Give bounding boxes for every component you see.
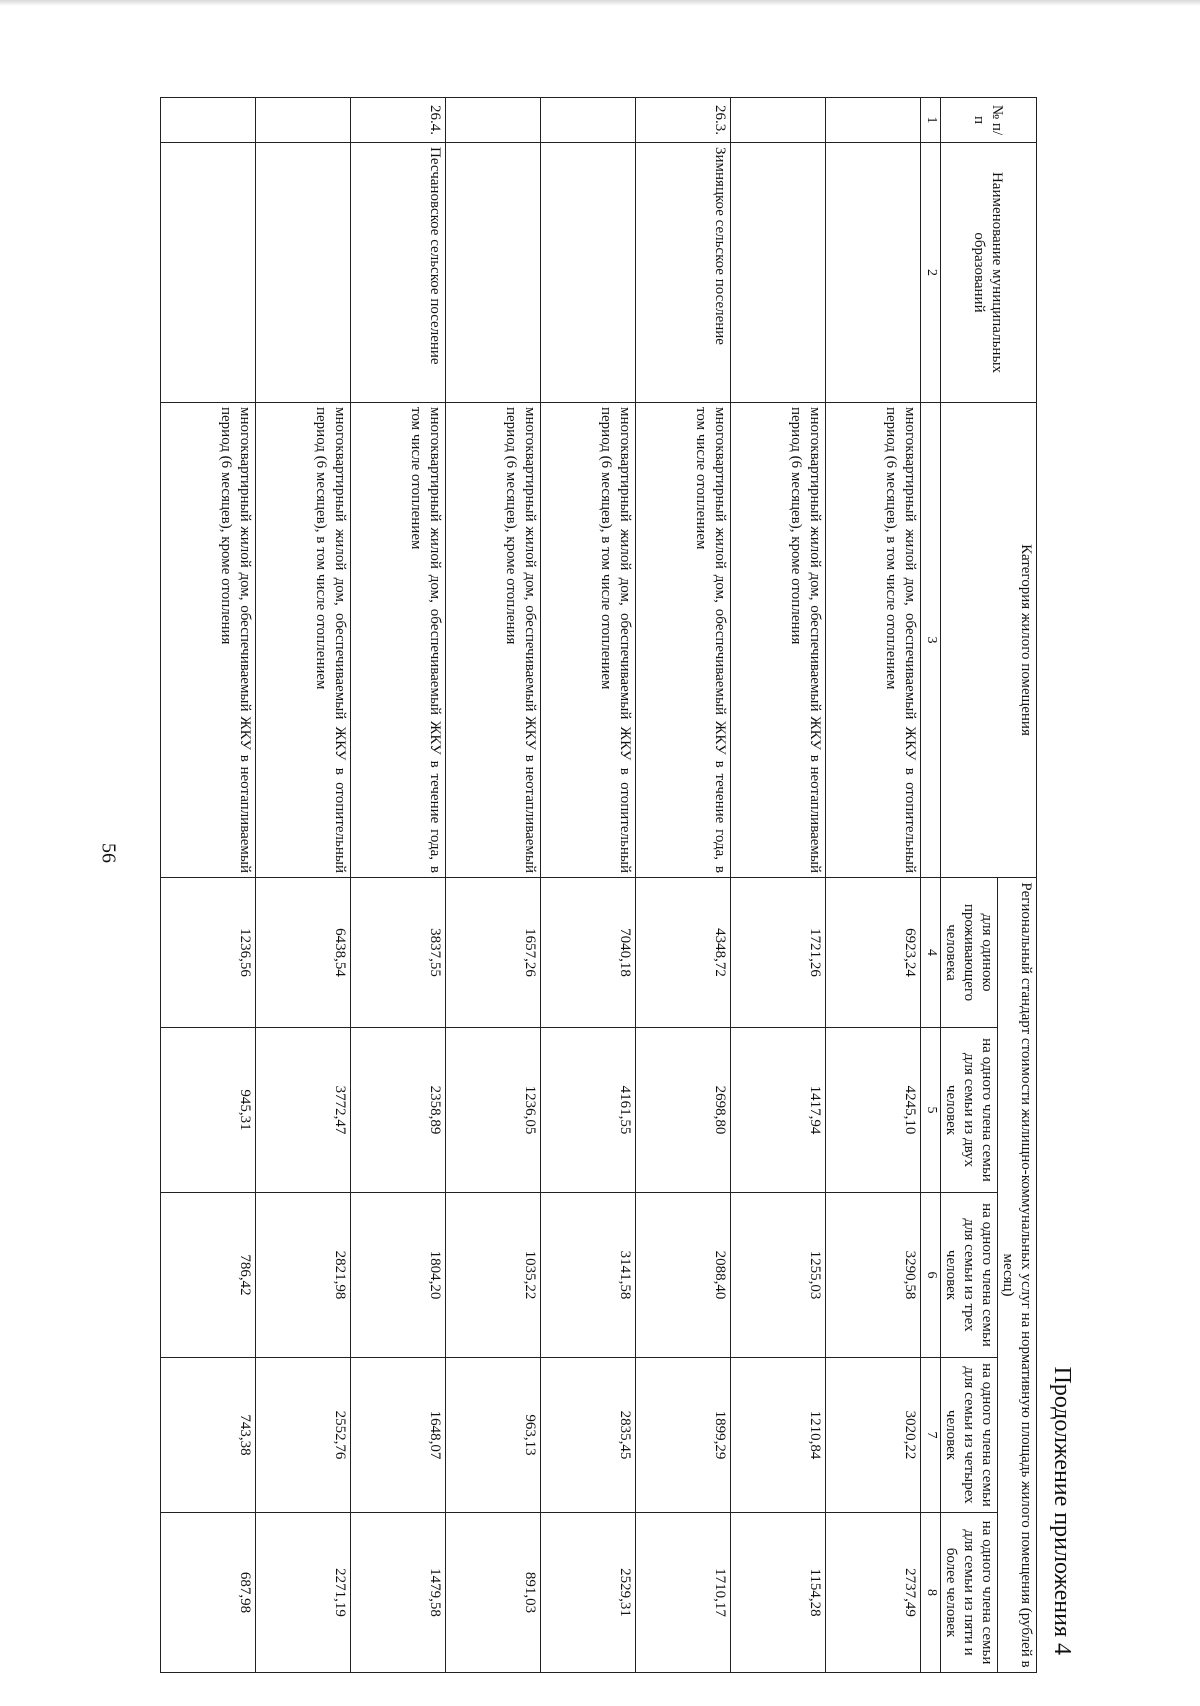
col-number: 3 bbox=[921, 403, 941, 878]
scan-edge bbox=[0, 0, 1200, 6]
value-single: 4348,72 bbox=[636, 878, 731, 1028]
municipality-name: Песчановское сельское поселение bbox=[351, 143, 446, 403]
value-two: 1417,94 bbox=[731, 1028, 826, 1193]
header-num: № п/п bbox=[941, 98, 1037, 143]
value-four: 743,38 bbox=[161, 1358, 256, 1513]
value-two: 2698,80 bbox=[636, 1028, 731, 1193]
category-text: многоквартирный жилой дом, обеспечиваемый ЖКУ в течение года, в том числе отоплением bbox=[636, 403, 731, 878]
table-row bbox=[826, 98, 921, 1673]
col-number: 7 bbox=[921, 1358, 941, 1513]
value-three: 1804,20 bbox=[351, 1193, 446, 1358]
table-row bbox=[351, 98, 446, 1673]
category-text: многоквартирный жилой дом, обеспечиваемый ЖКУ в отопительный период (6 месяцев), в том числе отоплением bbox=[256, 403, 351, 878]
value-three: 2821,98 bbox=[256, 1193, 351, 1358]
value-five: 1710,17 bbox=[636, 1513, 731, 1673]
category-text: многоквартирный жилой дом, обеспечиваемый ЖКУ в неотапливаемый период (6 месяцев), кроме отопления bbox=[731, 403, 826, 878]
municipality-name bbox=[541, 143, 636, 403]
value-two: 4161,55 bbox=[541, 1028, 636, 1193]
value-four: 1899,29 bbox=[636, 1358, 731, 1513]
value-three: 1035,22 bbox=[446, 1193, 541, 1358]
row-number bbox=[826, 98, 921, 143]
value-four: 2552,76 bbox=[256, 1358, 351, 1513]
col-number: 8 bbox=[921, 1513, 941, 1673]
appendix-title: Продолжение приложения 4 bbox=[1049, 1366, 1075, 1655]
value-four: 1210,84 bbox=[731, 1358, 826, 1513]
municipality-name bbox=[731, 143, 826, 403]
value-two: 4245,10 bbox=[826, 1028, 921, 1193]
value-four: 1648,07 bbox=[351, 1358, 446, 1513]
col-number: 1 bbox=[921, 98, 941, 143]
value-two: 3772,47 bbox=[256, 1028, 351, 1193]
value-single: 3837,55 bbox=[351, 878, 446, 1028]
col-number: 2 bbox=[921, 143, 941, 403]
row-number: 26.4. bbox=[351, 98, 446, 143]
value-five: 1154,28 bbox=[731, 1513, 826, 1673]
value-single: 7040,18 bbox=[541, 878, 636, 1028]
column-number-row bbox=[921, 98, 941, 1673]
header-col5: на одного члена семьи для семьи из двух человек bbox=[941, 1028, 998, 1193]
row-number bbox=[446, 98, 541, 143]
value-five: 2737,49 bbox=[826, 1513, 921, 1673]
value-five: 2271,19 bbox=[256, 1513, 351, 1673]
value-three: 3290,58 bbox=[826, 1193, 921, 1358]
table-row bbox=[636, 98, 731, 1673]
value-five: 2529,31 bbox=[541, 1513, 636, 1673]
municipality-name: Зимняцкое сельское поселение bbox=[636, 143, 731, 403]
value-single: 1236,56 bbox=[161, 878, 256, 1028]
row-number bbox=[256, 98, 351, 143]
category-text: многоквартирный жилой дом, обеспечиваемый ЖКУ в отопительный период (6 месяцев), в том числе отоплением bbox=[826, 403, 921, 878]
table-row bbox=[541, 98, 636, 1673]
col-number: 4 bbox=[921, 878, 941, 1028]
header-group: Региональный стандарт стоимости жилищно-коммунальных услуг на нормативную площадь жилого помещения (рублей в месяц) bbox=[998, 878, 1037, 1673]
value-single: 6438,54 bbox=[256, 878, 351, 1028]
category-text: многоквартирный жилой дом, обеспечиваемый ЖКУ в течение года, в том числе отоплением bbox=[351, 403, 446, 878]
header-col8: на одного члена семьи для семьи из пяти и более человек bbox=[941, 1513, 998, 1673]
value-four: 963,13 bbox=[446, 1358, 541, 1513]
category-text: многоквартирный жилой дом, обеспечиваемый ЖКУ в отопительный период (6 месяцев), в том числе отоплением bbox=[541, 403, 636, 878]
value-four: 2835,45 bbox=[541, 1358, 636, 1513]
header-municipality: Наименование муниципальных образований bbox=[941, 143, 1037, 403]
header-category: Категория жилого помещения bbox=[941, 403, 1037, 878]
table-row bbox=[446, 98, 541, 1673]
value-four: 3020,22 bbox=[826, 1358, 921, 1513]
municipality-name bbox=[256, 143, 351, 403]
value-five: 891,03 bbox=[446, 1513, 541, 1673]
col-number: 5 bbox=[921, 1028, 941, 1193]
value-single: 6923,24 bbox=[826, 878, 921, 1028]
tariff-table bbox=[160, 97, 1037, 1673]
rotated-page-content bbox=[130, 85, 1075, 1685]
row-number bbox=[731, 98, 826, 143]
header-row-1 bbox=[998, 98, 1037, 1673]
row-number bbox=[161, 98, 256, 143]
table-row bbox=[256, 98, 351, 1673]
table-row bbox=[161, 98, 256, 1673]
header-col6: на одного члена семьи для семьи из трех человек bbox=[941, 1193, 998, 1358]
page-number: 56 bbox=[97, 843, 120, 863]
municipality-name bbox=[446, 143, 541, 403]
header-col7: на одного члена семьи для семьи из четырех человек bbox=[941, 1358, 998, 1513]
value-two: 945,31 bbox=[161, 1028, 256, 1193]
value-three: 786,42 bbox=[161, 1193, 256, 1358]
value-five: 687,98 bbox=[161, 1513, 256, 1673]
value-five: 1479,58 bbox=[351, 1513, 446, 1673]
municipality-name bbox=[161, 143, 256, 403]
value-single: 1721,26 bbox=[731, 878, 826, 1028]
category-text: многоквартирный жилой дом, обеспечиваемый ЖКУ в неотапливаемый период (6 месяцев), кроме отопления bbox=[446, 403, 541, 878]
row-number bbox=[541, 98, 636, 143]
value-single: 1657,26 bbox=[446, 878, 541, 1028]
value-three: 2088,40 bbox=[636, 1193, 731, 1358]
value-two: 2358,89 bbox=[351, 1028, 446, 1193]
row-number: 26.3. bbox=[636, 98, 731, 143]
value-three: 1255,03 bbox=[731, 1193, 826, 1358]
category-text: многоквартирный жилой дом, обеспечиваемый ЖКУ в неотапливаемый период (6 месяцев), кроме отопления bbox=[161, 403, 256, 878]
value-two: 1236,05 bbox=[446, 1028, 541, 1193]
table-row bbox=[731, 98, 826, 1673]
municipality-name bbox=[826, 143, 921, 403]
value-three: 3141,58 bbox=[541, 1193, 636, 1358]
header-col4: для одиноко проживающего человека bbox=[941, 878, 998, 1028]
col-number: 6 bbox=[921, 1193, 941, 1358]
